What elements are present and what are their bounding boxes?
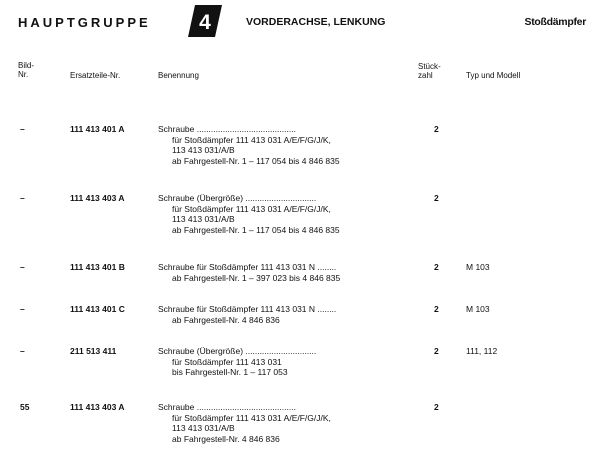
entry-description: Schraube für Stoßdämpfer 111 413 031 N ........ ab Fahrgestell-Nr. 1 – 397 023 bis 4 846 835 — [158, 262, 341, 283]
entry-description: Schraube .......................................... für Stoßdämpfer 111 413 031 A/E/F/G/J/K, 113 413 031/A/B ab Fahrgestell-Nr. 4 846 836 — [158, 402, 331, 444]
group-number-badge — [186, 4, 224, 38]
entry-part-number: 111 413 403 A — [70, 402, 125, 412]
section-title: VORDERACHSE, LENKUNG — [246, 16, 386, 28]
entry-bild-nr: 55 — [20, 402, 30, 412]
entry-model: M 103 — [466, 304, 490, 314]
entry-quantity: 2 — [434, 304, 439, 314]
entry-quantity: 2 — [434, 262, 439, 272]
entry-bild-nr: – — [20, 124, 25, 134]
entry-description: Schraube (Übergröße) .............................. für Stoßdämpfer 111 413 031 A/E/F/G/J/K, 113 413 031/A/B ab Fahrgestell-Nr. 1 – 117 054 bis 4 846 835 — [158, 193, 340, 235]
entry-quantity: 2 — [434, 193, 439, 203]
entry-part-number: 111 413 401 B — [70, 262, 125, 272]
entry-quantity: 2 — [434, 346, 439, 356]
column-header-bild-nr: Bild- Nr. — [18, 61, 35, 79]
entry-model: M 103 — [466, 262, 490, 272]
entry-bild-nr: – — [20, 304, 25, 314]
main-group-title: HAUPTGRUPPE — [18, 15, 151, 30]
column-header-typ-modell: Typ und Modell — [466, 71, 521, 80]
entry-part-number: 111 413 403 A — [70, 193, 125, 203]
column-header-ersatzteil-nr: Ersatzteile-Nr. — [70, 71, 121, 80]
group-number: 4 — [199, 11, 211, 34]
entry-part-number: 111 413 401 C — [70, 304, 125, 314]
entry-description: Schraube (Übergröße) .............................. für Stoßdämpfer 111 413 031 bis Fahrgestell-Nr. 1 – 117 053 — [158, 346, 317, 377]
entry-bild-nr: – — [20, 346, 25, 356]
entry-description: Schraube .......................................... für Stoßdämpfer 111 413 031 A/E/F/G/J/K, 113 413 031/A/B ab Fahrgestell-Nr. 1 – 117 054 bis 4 846 835 — [158, 124, 340, 166]
part-type-title: Stoßdämpfer — [524, 16, 586, 28]
entry-bild-nr: – — [20, 262, 25, 272]
entry-bild-nr: – — [20, 193, 25, 203]
entry-part-number: 211 513 411 — [70, 346, 117, 356]
entry-quantity: 2 — [434, 402, 439, 412]
entry-model: 111, 112 — [466, 346, 498, 356]
entry-description: Schraube für Stoßdämpfer 111 413 031 N ........ ab Fahrgestell-Nr. 4 846 836 — [158, 304, 337, 325]
column-header-stueckzahl: Stück- zahl — [418, 62, 441, 80]
entry-part-number: 111 413 401 A — [70, 124, 125, 134]
entry-quantity: 2 — [434, 124, 439, 134]
column-header-benennung: Benennung — [158, 71, 199, 80]
